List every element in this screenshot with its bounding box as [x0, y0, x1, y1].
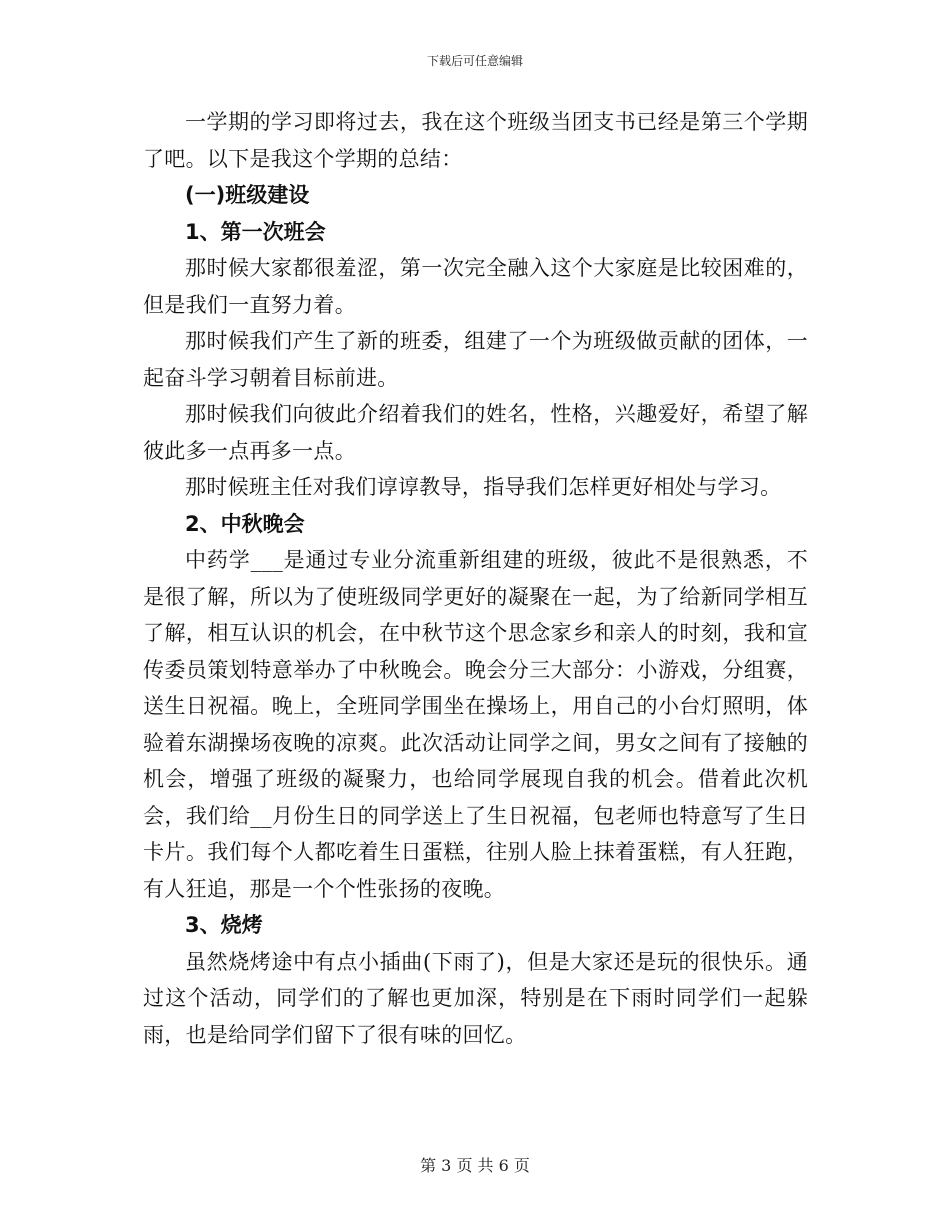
paragraph-intro: 一学期的学习即将过去，我在这个班级当团支书已经是第三个学期了吧。以下是我这个学期的总结： — [143, 110, 808, 171]
page-header: 下载后可任意编辑 — [426, 54, 523, 68]
section-heading-class-building: (一)班级建设 — [185, 183, 310, 207]
document-body — [143, 104, 808, 1053]
paragraph: 那时候大家都很羞涩，第一次完全融入这个大家庭是比较困难的，但是我们一直努力着。 — [143, 256, 808, 317]
paragraph: 虽然烧烤途中有点小插曲(下雨了)，但是大家还是玩的很快乐。通过这个活动，同学们的了解也更加深，特别是在下雨时同学们一起躲雨，也是给同学们留下了很有味的回忆。 — [143, 949, 808, 1047]
paragraph: 那时候班主任对我们谆谆教导，指导我们怎样更好相处与学习。 — [185, 475, 782, 499]
page-number-footer: 第 3 页 共 6 页 — [420, 1156, 530, 1175]
subheading-mid-autumn-party: 2、中秋晚会 — [185, 511, 305, 536]
paragraph: 那时候我们向彼此介绍着我们的姓名，性格，兴趣爱好，希望了解彼此多一点再多一点。 — [143, 402, 808, 463]
subheading-first-class-meeting: 1、第一次班会 — [185, 219, 326, 244]
paragraph: 那时候我们产生了新的班委，组建了一个为班级做贡献的团体，一起奋斗学习朝着目标前进。 — [143, 329, 808, 390]
subheading-barbecue: 3、烧烤 — [185, 913, 263, 937]
paragraph: 中药学___是通过专业分流重新组建的班级，彼此不是很熟悉，不是很了解，所以为了使班级同学更好的凝聚在一起，为了给新同学相互了解，相互认识的机会，在中秋节这个思念家乡和亲人的时刻，我和宣传委员策划特意举办了中秋晚会。晚会分三大部分：小游戏，分组赛，送生日祝福。晚上，全班同学围坐在操场上，用自己的小台灯照明，体验着东湖操场夜晚的凉爽。此次活动让同学之间，男女之间有了接触的机会，增强了班级的凝聚力，也给同学展现自我的机会。借着此次机会，我们给__月份生日的同学送上了生日祝福，包老师也特意写了生日卡片。我们每个人都吃着生日蛋糕，往别人脸上抹着蛋糕，有人狂跑，有人狂追，那是一个个性张扬的夜晚。 — [143, 548, 808, 901]
